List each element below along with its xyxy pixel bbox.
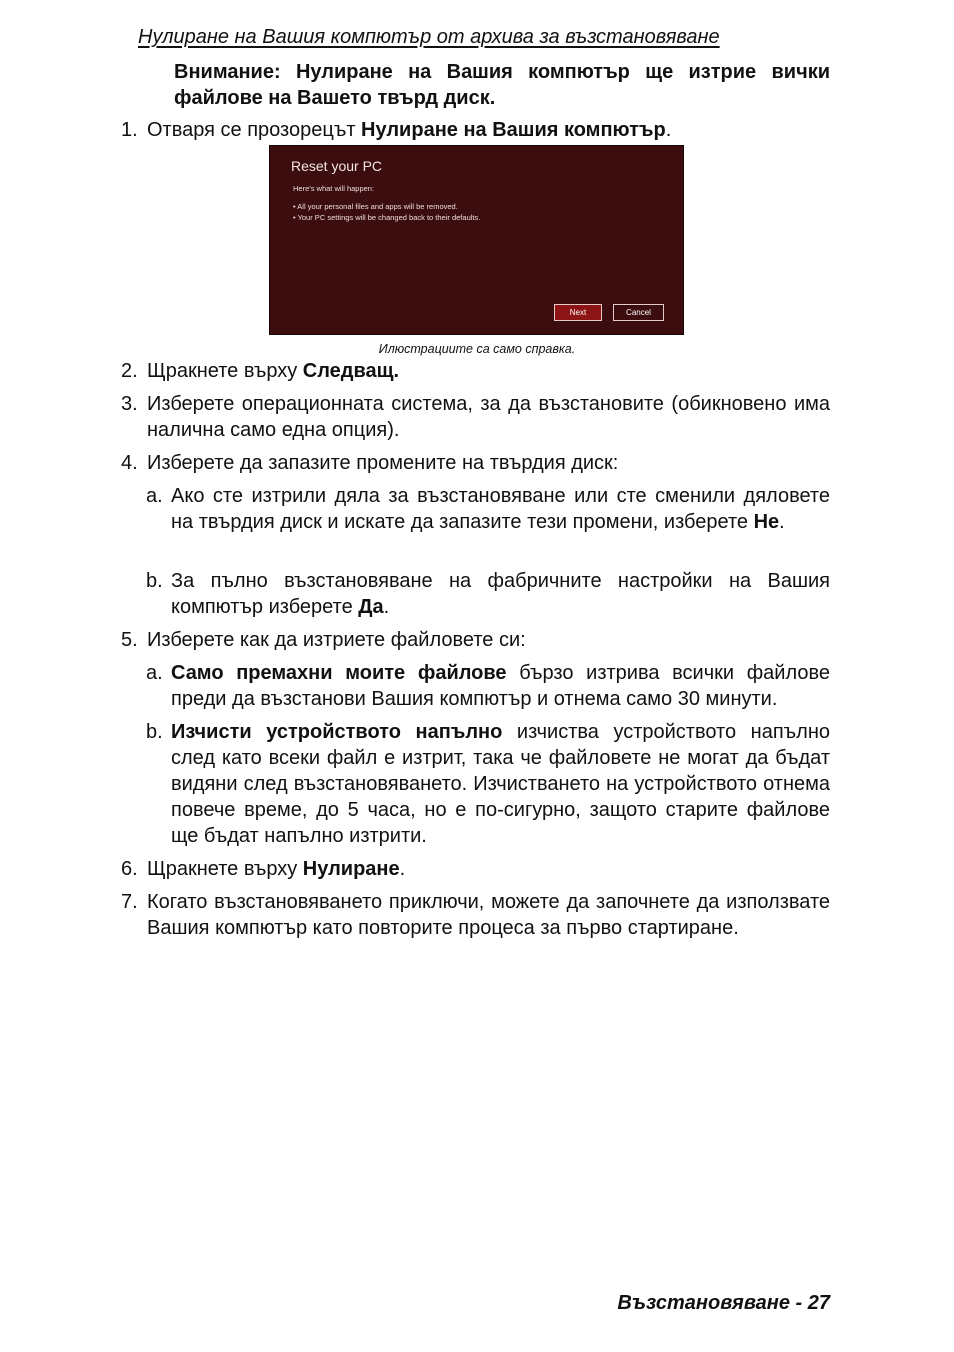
step-5: [121, 627, 830, 653]
step-number: 4.: [121, 452, 138, 474]
step-text: Изберете операционната система, за да възстановите (обикновено има налична само една опция).: [147, 393, 830, 441]
substep-bold: Само премахни моите файлове: [171, 662, 507, 684]
step-bold: Следващ.: [302, 360, 400, 382]
step-text-end: .: [399, 858, 406, 880]
warning-text: Внимание: Нулиране на Вашия компютър ще изтрие вички файлове на Вашето твърд диск.: [174, 61, 830, 109]
substep-bold: Не: [753, 511, 780, 533]
step-bold: Нулиране: [302, 858, 400, 880]
step-4b: [146, 568, 830, 620]
step-text: Щракнете върху: [147, 858, 303, 880]
step-5a: [146, 660, 830, 712]
substep-letter: b.: [146, 721, 163, 743]
substep-text-end: .: [383, 596, 390, 618]
step-text: Отваря се прозорецът: [147, 119, 362, 141]
step-text: Изберете как да изтриете файловете си:: [147, 629, 526, 651]
step-number: 7.: [121, 891, 138, 913]
step-text: Когато възстановяването приключи, можете да започнете да използвате Вашия компютър като повторите процеса за първо стартиране.: [147, 891, 830, 939]
substep-bold: Да: [358, 596, 384, 618]
step-1: [121, 117, 830, 143]
step-3: [121, 391, 830, 443]
step-number: 5.: [121, 629, 138, 651]
substep-bold: Изчисти устройството напълно: [171, 721, 503, 743]
reset-pc-screenshot: [269, 145, 684, 335]
step-7: [121, 889, 830, 941]
next-button[interactable]: Next: [554, 304, 602, 321]
step-text: Изберете да запазите промените на твърдия диск:: [147, 452, 619, 474]
substep-text-end: .: [779, 511, 785, 533]
step-number: 2.: [121, 360, 138, 382]
step-number: 6.: [121, 858, 138, 880]
step-bold: Нулиране на Вашия компютър: [361, 119, 666, 141]
figure-caption: Илюстрациите са само справка.: [378, 342, 576, 356]
step-2: [121, 358, 830, 384]
footer-section: Възстановяване -: [617, 1292, 808, 1314]
screenshot-intro: Here's what will happen:: [293, 184, 375, 193]
step-number: 3.: [121, 393, 138, 415]
step-text: Щракнете върху: [147, 360, 303, 382]
step-number: 1.: [121, 119, 138, 141]
step-text-end: .: [665, 119, 672, 141]
step-5b: [146, 719, 830, 849]
screenshot-bullet: • All your personal files and apps will be removed.: [293, 202, 458, 211]
step-4: [121, 450, 830, 476]
screenshot-title: Reset your PC: [291, 158, 383, 174]
substep-text: За пълно възстановяване на фабричните настройки на Вашия компютър изберете: [171, 570, 830, 618]
substep-text: бързо изтрива всички файлове преди да възстанови Вашия компютър и отнема само 30 минути.: [171, 662, 831, 710]
page-footer: [617, 1292, 830, 1315]
substep-letter: b.: [146, 570, 163, 592]
substep-text: Ако сте изтрили дяла за възстановяване или сте сменили дяловете на твърдия диск и искате да запазите тези промени, изберете: [171, 485, 830, 533]
cancel-button[interactable]: Cancel: [613, 304, 664, 321]
substep-letter: a.: [146, 485, 163, 507]
substep-letter: a.: [146, 662, 163, 684]
substep-text: изчиства устройството напълно след като всеки файл е изтрит, така че файловете не могат да бъдат видяни след възстановяването. Изчистването на устройството отнема повече време, до 5 часа, но е по-сигурно, защото старите файлове ще бъдат напълно изтрити.: [171, 721, 830, 847]
page-number: 27: [807, 1292, 830, 1314]
section-subtitle: Нулиране на Вашия компютър от архива за възстановяване: [138, 26, 720, 48]
screenshot-bullet: • Your PC settings will be changed back to their defaults.: [293, 213, 481, 222]
step-4a: [146, 483, 830, 535]
step-6: [121, 856, 830, 882]
